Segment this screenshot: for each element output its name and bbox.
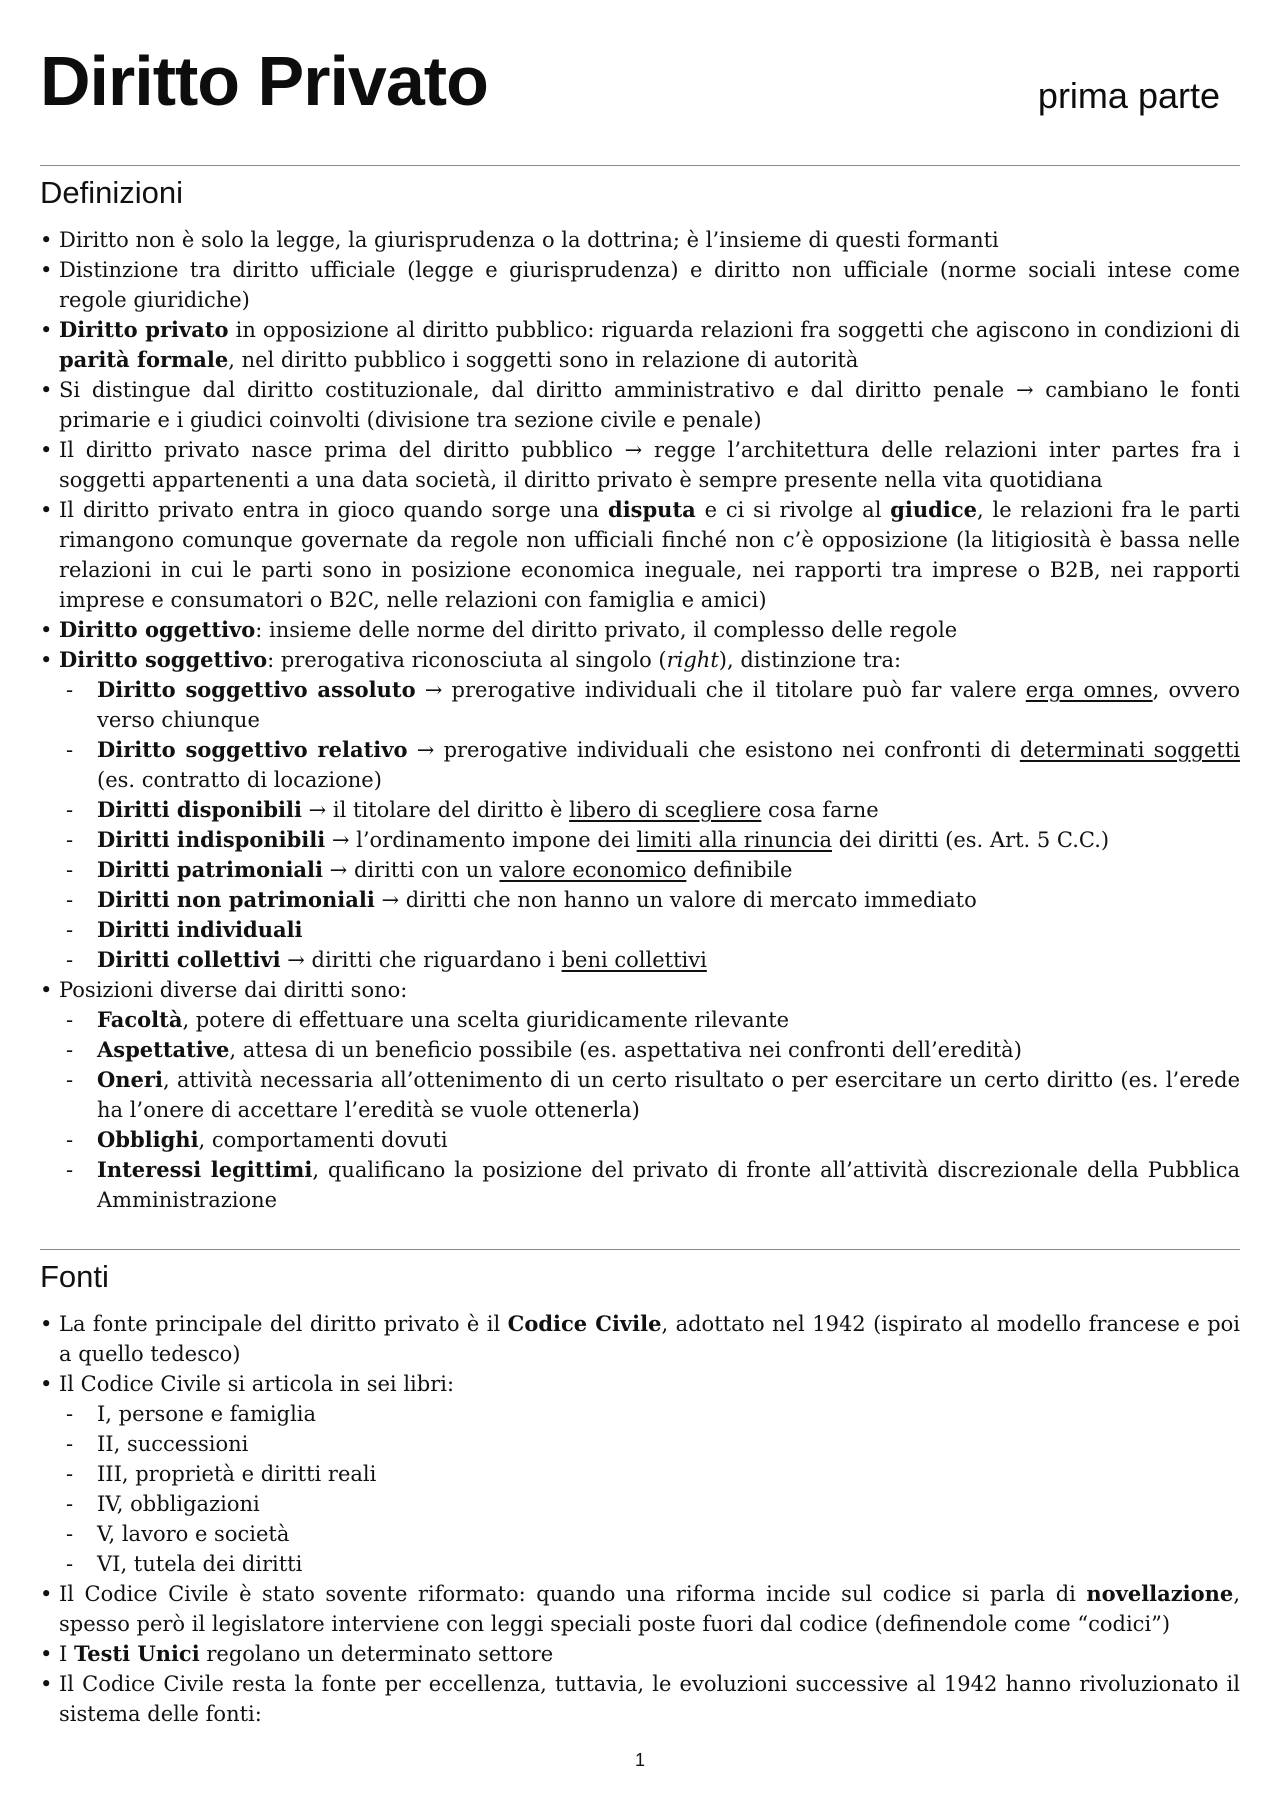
item-text: → diritti che riguardano i [280, 948, 562, 973]
item-text: definibile [686, 858, 793, 883]
section-title-fonti: Fonti [40, 1259, 109, 1295]
term-bold: Oneri [97, 1067, 163, 1093]
document-page [40, 0, 1240, 1811]
item-text: regolano un determinato settore [199, 1642, 554, 1667]
list-item [40, 255, 1240, 315]
item-text: , attività necessaria all’ottenimento di un certo risultato o per esercitare un certo diritto (es. l’erede ha l’onere di accettare l’eredità se vuole ottenerla) [97, 1068, 1240, 1123]
item-text: → l’ordinamento impone dei [325, 828, 637, 853]
term-bold: Interessi legittimi [97, 1157, 313, 1183]
term-bold: Aspettative [97, 1037, 230, 1063]
item-text: → prerogative individuali che il titolare può far valere [415, 678, 1026, 703]
term-bold: Diritti individuali [97, 917, 303, 943]
item-text: I [59, 1642, 74, 1667]
sub-list-item [59, 915, 1240, 945]
list-item [40, 1369, 1240, 1579]
term-bold: Diritto soggettivo assoluto [97, 677, 416, 703]
term-underlined: determinati soggetti [1019, 738, 1240, 763]
term-underlined: beni collettivi [561, 948, 707, 973]
term-bold: disputa [608, 497, 696, 523]
item-text: , adottato nel 1942 (ispirato al modello francese e poi a quello tedesco) [59, 1312, 1240, 1367]
item-text: → il titolare del diritto è [301, 798, 570, 823]
sub-list-item [59, 1065, 1240, 1125]
section-divider [40, 165, 1240, 166]
item-text: dei diritti (es. Art. 5 C.C.) [832, 828, 1110, 853]
item-text: , le relazioni fra le parti rimangono comunque governate da regole non ufficiali finché non c’è opposizione (la litigiosità è bassa nelle relazioni in cui le parti sono in posizione economica ineguale, nei rapporti tra imprese o B2B, nei rapporti imprese e consumatori o B2C, nelle relazioni con famiglia e amici) [59, 498, 1240, 613]
sub-list-item [59, 945, 1240, 975]
term-bold: novellazione [1086, 1581, 1234, 1607]
item-text: (es. contratto di locazione) [97, 768, 382, 793]
item-text: → prerogative individuali che esistono nei confronti di [407, 738, 1020, 763]
item-text: La fonte principale del diritto privato è il [59, 1312, 508, 1337]
item-text: : insieme delle norme del diritto privato, il complesso delle regole [255, 618, 958, 643]
term-underlined: libero di scegliere [569, 798, 762, 823]
sub-list-item [59, 1125, 1240, 1155]
item-text: Il Codice Civile resta la fonte per eccellenza, tuttavia, le evoluzioni successive al 1942 hanno rivoluzionato il sistema delle fonti: [59, 1672, 1240, 1727]
item-text: , potere di effettuare una scelta giuridicamente rilevante [182, 1008, 790, 1033]
sub-list-item: - II, successioni [59, 1429, 1240, 1459]
list-item [40, 375, 1240, 435]
term-bold: giudice [890, 497, 977, 523]
term-bold: Facoltà [97, 1007, 183, 1033]
term-underlined: limiti alla rinuncia [636, 828, 833, 853]
sub-list-item [59, 1155, 1240, 1215]
term-bold: Diritto oggettivo [59, 617, 256, 643]
item-text: → diritti con un [323, 858, 500, 883]
term-bold: Diritti patrimoniali [97, 857, 323, 883]
item-text: , spesso però il legislatore interviene con leggi speciali poste fuori dal codice (definendole come “codici”) [59, 1582, 1240, 1637]
posizioni-sublist [59, 1005, 1240, 1215]
item-text: ), distinzione tra: [718, 648, 902, 673]
definizioni-list [40, 225, 1240, 1215]
item-text: Diritto non è solo la legge, la giurisprudenza o la dottrina; è l’insieme di questi formanti [59, 228, 999, 253]
section-divider [40, 1249, 1240, 1250]
term-bold: Diritto soggettivo [59, 647, 268, 673]
term-bold: Diritti disponibili [97, 797, 302, 823]
sub-list-item [59, 795, 1240, 825]
list-item [40, 225, 1240, 255]
item-text: , attesa di un beneficio possibile (es. aspettativa nei confronti dell’eredità) [229, 1038, 1022, 1063]
term-bold: Obblighi [97, 1127, 199, 1153]
list-item [40, 975, 1240, 1215]
term-bold: Diritto soggettivo relativo [97, 737, 408, 763]
item-text: , qualificano la posizione del privato di fronte all’attività discrezionale della Pubblica Amministrazione [97, 1158, 1240, 1213]
diritti-sublist [59, 675, 1240, 975]
sub-list-item [59, 675, 1240, 735]
item-text: e ci si rivolge al [695, 498, 891, 523]
section-title-definizioni: Definizioni [40, 175, 184, 210]
sub-list-item [59, 1005, 1240, 1035]
sub-list-item [59, 735, 1240, 795]
term-bold: Codice Civile [507, 1311, 662, 1337]
list-item [40, 435, 1240, 495]
term-bold: Diritto privato [59, 317, 229, 343]
item-text: , ovvero verso chiunque [97, 678, 1240, 733]
item-text: Il Codice Civile è stato sovente riformato: quando una riforma incide sul codice si parla di [59, 1582, 1087, 1607]
term-bold: Diritti collettivi [97, 947, 281, 973]
item-text: Si distingue dal diritto costituzionale, dal diritto amministrativo e dal diritto penale → cambiano le fonti primarie e i giudici coinvolti (divisione tra sezione civile e penale) [59, 378, 1240, 433]
sub-list-item [59, 825, 1240, 855]
sub-list-item: - VI, tutela dei diritti [59, 1549, 1240, 1579]
list-item [40, 645, 1240, 975]
term-bold: Testi Unici [73, 1641, 200, 1667]
item-text: : prerogativa riconosciuta al singolo ( [267, 648, 667, 673]
item-text: Il diritto privato entra in gioco quando sorge una [59, 498, 609, 523]
sub-list-item [59, 885, 1240, 915]
document-subtitle: prima parte [1037, 75, 1220, 116]
term-bold: Diritti indisponibili [97, 827, 326, 853]
sub-list-item: - III, proprietà e diritti reali [59, 1459, 1240, 1489]
term-italic: right [666, 648, 719, 673]
item-text: , comportamenti dovuti [198, 1128, 448, 1153]
term-underlined: valore economico [499, 858, 687, 883]
list-item [40, 1309, 1240, 1369]
sub-list-item: - V, lavoro e società [59, 1519, 1240, 1549]
fonti-list [40, 1309, 1240, 1729]
item-text: Posizioni diverse dai diritti sono: [59, 978, 408, 1003]
item-text: Il diritto privato nasce prima del diritto pubblico → regge l’architettura delle relazioni inter partes fra i soggetti appartenenti a una data società, il diritto privato è sempre presente nella vita quotidiana [59, 438, 1240, 493]
term-bold: Diritti non patrimoniali [97, 887, 375, 913]
page-number: 1 [634, 1750, 645, 1770]
document-header [40, 0, 1240, 165]
libri-sublist [59, 1399, 1240, 1579]
list-item [40, 1579, 1240, 1639]
item-text: , nel diritto pubblico i soggetti sono in relazione di autorità [228, 348, 859, 373]
sub-list-item: - I, persone e famiglia [59, 1399, 1240, 1429]
term-underlined: erga omnes [1025, 678, 1153, 703]
list-item [40, 1669, 1240, 1729]
item-text: cosa farne [761, 798, 879, 823]
list-item [40, 615, 1240, 645]
item-text: → diritti che non hanno un valore di mercato immediato [374, 888, 977, 913]
sub-list-item [59, 855, 1240, 885]
item-text: Il Codice Civile si articola in sei libri: [59, 1372, 455, 1397]
term-bold: parità formale [59, 347, 229, 373]
sub-list-item [59, 1035, 1240, 1065]
sub-list-item: - IV, obbligazioni [59, 1489, 1240, 1519]
item-text: in opposizione al diritto pubblico: riguarda relazioni fra soggetti che agiscono in condizioni di [228, 318, 1240, 343]
list-item [40, 315, 1240, 375]
list-item [40, 1639, 1240, 1669]
item-text: Distinzione tra diritto ufficiale (legge e giurisprudenza) e diritto non ufficiale (norme sociali intese come regole giuridiche) [59, 258, 1240, 313]
list-item [40, 495, 1240, 615]
document-title: Diritto Privato [40, 42, 488, 120]
